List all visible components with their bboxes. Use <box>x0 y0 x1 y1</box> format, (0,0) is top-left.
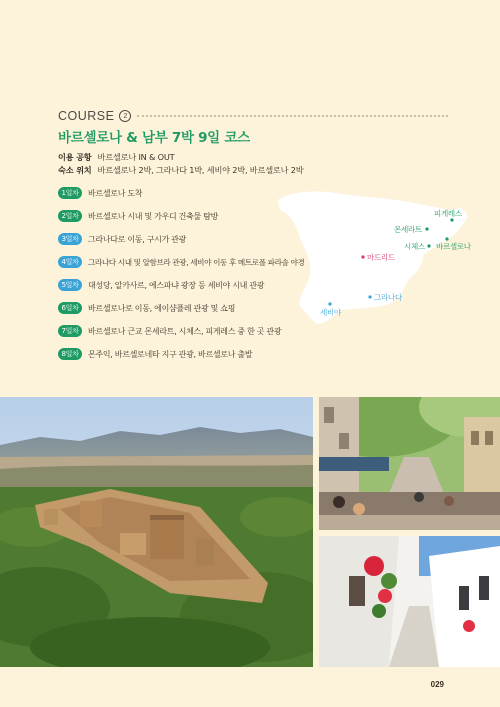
day-badge: 7일차 <box>58 325 82 337</box>
city-dot-madrid <box>361 255 364 258</box>
city-label-sitges: 시체스 <box>404 242 425 251</box>
lodging-info <box>58 165 303 176</box>
city-label-sevilla: 세비야 <box>320 308 341 317</box>
airport-info <box>58 152 174 163</box>
city-label-figueres: 피게레스 <box>434 209 462 218</box>
city-dot-sevilla <box>328 302 331 305</box>
day-description: 대성당, 알카사르, 에스파냐 광장 등 세비야 시내 관광 <box>88 280 265 290</box>
city-dot-montserrat <box>425 227 428 230</box>
day-badge: 5일차 <box>58 279 82 291</box>
airport-value: 바르셀로나 IN & OUT <box>97 152 175 162</box>
day-description: 몬주익, 바르셀로네타 지구 관광, 바르셀로나 출발 <box>88 349 253 359</box>
itinerary-row <box>58 256 304 268</box>
white-village-photo <box>319 536 500 667</box>
day-description: 그라나다 시내 및 알함브라 관광, 세비야 이동 후 메트로폴 파라솔 야경 <box>88 257 305 267</box>
itinerary-row <box>58 210 218 222</box>
day-badge: 4일차 <box>58 256 82 268</box>
alhambra-photo <box>0 397 313 667</box>
spain-map <box>272 182 472 342</box>
day-description: 그라나다로 이동, 구시가 관광 <box>88 234 187 244</box>
day-badge: 8일차 <box>58 348 82 360</box>
city-dot-granada <box>368 295 371 298</box>
itinerary-row <box>58 233 186 245</box>
city-label-montserrat: 몬세라트 <box>394 225 422 234</box>
itinerary-row <box>58 187 142 199</box>
page-title: 바르셀로나 & 남부 7박 9일 코스 <box>58 130 250 146</box>
day-description: 바르셀로나 시내 및 가우디 건축물 탐방 <box>88 211 219 221</box>
day-description: 바르셀로나로 이동, 에이샴플레 관광 및 쇼핑 <box>88 303 236 313</box>
itinerary-row <box>58 279 264 291</box>
day-description: 바르셀로나 근교 몬세라트, 시체스, 피게레스 중 한 곳 관광 <box>88 326 282 336</box>
day-badge: 2일차 <box>58 210 82 222</box>
itinerary-row <box>58 325 281 337</box>
city-label-granada: 그라나다 <box>374 293 402 302</box>
airport-label: 이용 공항 <box>58 152 92 162</box>
day-badge: 6일차 <box>58 302 82 314</box>
city-label-barcelona: 바르셀로나 <box>436 242 471 251</box>
day-badge: 1일차 <box>58 187 82 199</box>
day-badge: 3일차 <box>58 233 82 245</box>
street-photo <box>319 397 500 530</box>
city-label-madrid: 마드리드 <box>367 253 395 262</box>
city-dot-barcelona <box>445 237 448 240</box>
lodging-label: 숙소 위치 <box>58 165 92 175</box>
city-dot-figueres <box>450 218 453 221</box>
course-header <box>58 108 448 124</box>
city-dot-sitges <box>427 244 430 247</box>
itinerary-row <box>58 348 252 360</box>
itinerary-row <box>58 302 235 314</box>
dotted-divider <box>137 115 448 117</box>
course-number-badge: 2 <box>119 110 131 122</box>
day-description: 바르셀로나 도착 <box>88 188 143 198</box>
lodging-value: 바르셀로나 2박, 그라나다 1박, 세비야 2박, 바르셀로나 2박 <box>97 165 304 175</box>
page-number: 029 <box>430 680 444 689</box>
course-label: COURSE <box>58 109 115 123</box>
